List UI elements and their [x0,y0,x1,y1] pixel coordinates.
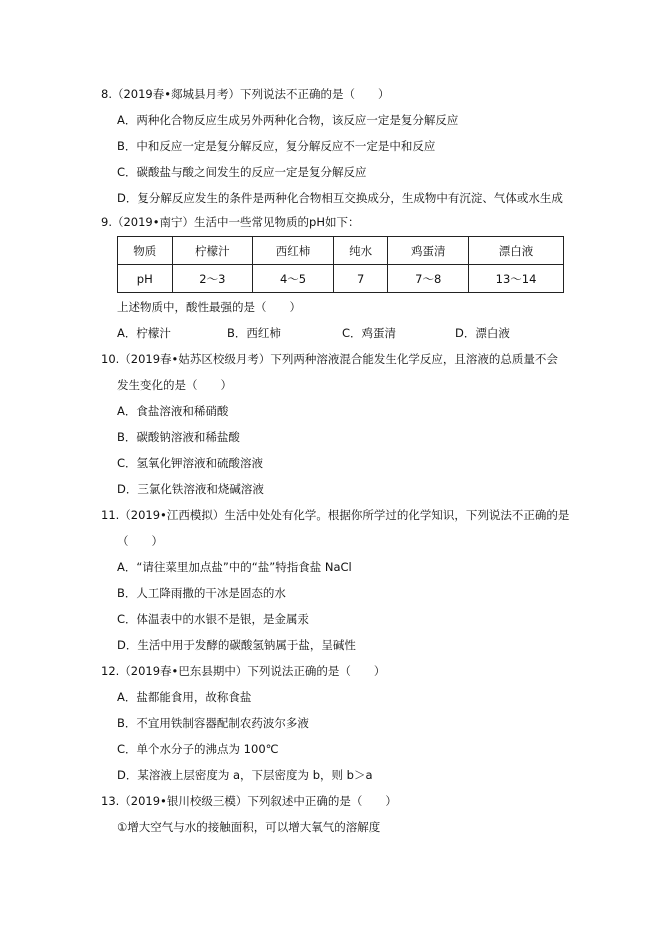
question-11-option-b: B．人工降雨撒的干冰是固态的水 [117,586,286,600]
question-10-option-b: B．碳酸钠溶液和稀盐酸 [117,430,240,444]
ph-table-cell: 7 [333,265,388,293]
question-12-option-a: A．盐都能食用，故称食盐 [117,690,252,704]
question-10-stem-line-2: 发生变化的是（ ） [117,378,232,392]
question-11-option-c: C．体温表中的水银不是银，是金属汞 [117,612,310,626]
ph-table-cell: 2～3 [172,265,253,293]
ph-table-cell: 13～14 [469,265,564,293]
ph-table-cell: pH [118,265,173,293]
question-8-option-c: C．碳酸盐与酸之间发生的反应一定是复分解反应 [117,165,367,179]
ph-table-value-row [118,265,564,293]
ph-table [117,236,564,293]
question-9-option-d: D．漂白液 [455,326,510,340]
ph-table-cell: 7～8 [388,265,469,293]
question-8-stem: 8.（2019春•郯城县月考）下列说法不正确的是（ ） [101,87,390,101]
question-11-stem-line-1: 11.（2019•江西模拟）生活中处处有化学。根据你所学过的化学知识，下列说法不正确的是 [101,508,570,522]
question-10-stem-line-1: 10.（2019春•姑苏区校级月考）下列两种溶液混合能发生化学反应，且溶液的总质量不会 [101,352,558,366]
question-9-question: 上述物质中，酸性最强的是（ ） [117,300,301,314]
question-11-option-d: D．生活中用于发酵的碳酸氢钠属于盐，呈碱性 [117,638,356,652]
question-10-option-c: C．氢氧化钾溶液和硫酸溶液 [117,456,264,470]
question-9-option-b: B．西红柿 [227,326,281,340]
question-12-option-b: B．不宜用铁制容器配制农药波尔多液 [117,716,309,730]
ph-table-cell: 柠檬汁 [172,237,253,265]
ph-table-header-row [118,237,564,265]
question-12-option-c: C．单个水分子的沸点为 100℃ [117,742,279,756]
question-9-option-a: A．柠檬汁 [117,326,171,340]
ph-table-cell: 4～5 [253,265,334,293]
question-12-option-d: D．某溶液上层密度为 a，下层密度为 b，则 b＞a [117,768,373,782]
question-8-option-d: D．复分解反应发生的条件是两种化合物相互交换成分，生成物中有沉淀、气体或水生成 [117,191,563,205]
question-13-item-1: ①增大空气与水的接触面积，可以增大氧气的溶解度 [117,820,381,834]
question-11-option-a: A．“请往菜里加点盐”中的“盐”特指食盐 NaCl [117,560,352,574]
ph-table-cell: 漂白液 [469,237,564,265]
question-10-option-a: A．食盐溶液和稀硝酸 [117,404,229,418]
question-8-option-a: A．两种化合物反应生成另外两种化合物，该反应一定是复分解反应 [117,113,459,127]
ph-table-cell: 纯水 [333,237,388,265]
question-9-options [117,325,564,341]
ph-table-cell: 西红柿 [253,237,334,265]
question-11-stem-line-2: （ ） [117,534,163,548]
question-8-option-b: B．中和反应一定是复分解反应，复分解反应不一定是中和反应 [117,139,436,153]
question-12-stem: 12.（2019春•巴东县期中）下列说法正确的是（ ） [101,664,386,678]
question-9-option-c: C．鸡蛋清 [342,326,397,340]
question-10-option-d: D．三氯化铁溶液和烧碱溶液 [117,482,264,496]
question-13-stem: 13.（2019•银川校级三模）下列叙述中正确的是（ ） [101,794,397,808]
ph-table-cell: 鸡蛋清 [388,237,469,265]
ph-table-cell: 物质 [118,237,173,265]
question-9-stem: 9.（2019•南宁）生活中一些常见物质的pH如下： [101,215,360,229]
